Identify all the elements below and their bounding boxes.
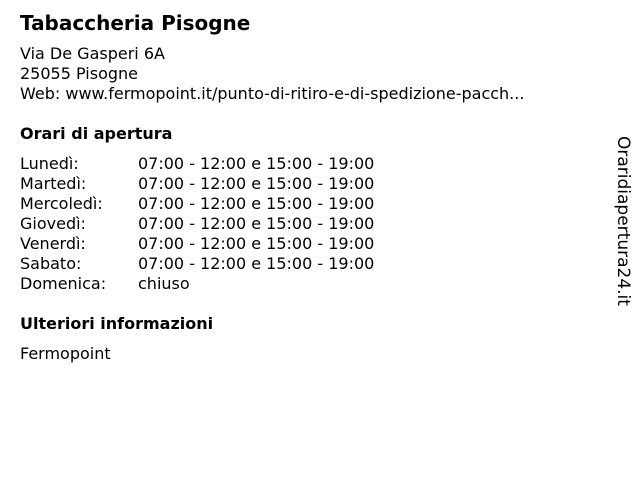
site-watermark: Oraridiapertura24.it (613, 136, 633, 306)
time-value: chiuso (138, 274, 190, 293)
street-address: Via De Gasperi 6A (20, 44, 165, 63)
time-value: 07:00 - 12:00 e 15:00 - 19:00 (138, 154, 375, 173)
day-label: Venerdì: (20, 234, 86, 253)
day-label: Giovedì: (20, 214, 86, 233)
day-label: Mercoledì: (20, 194, 103, 213)
city-postal-code: 25055 Pisogne (20, 64, 138, 83)
business-name: Tabaccheria Pisogne (20, 11, 251, 35)
day-label: Sabato: (20, 254, 82, 273)
time-value: 07:00 - 12:00 e 15:00 - 19:00 (138, 234, 375, 253)
day-label: Martedì: (20, 174, 87, 193)
time-value: 07:00 - 12:00 e 15:00 - 19:00 (138, 174, 375, 193)
day-label: Domenica: (20, 274, 107, 293)
time-value: 07:00 - 12:00 e 15:00 - 19:00 (138, 254, 375, 273)
address-block (20, 44, 524, 104)
time-value: 07:00 - 12:00 e 15:00 - 19:00 (138, 214, 375, 233)
further-info-heading: Ulteriori informazioni (20, 314, 214, 333)
opening-hours-heading: Orari di apertura (20, 124, 173, 143)
website-link[interactable]: Web: www.fermopoint.it/punto-di-ritiro-e-di-spedizione-pacch... (20, 84, 525, 103)
day-label: Lunedì: (20, 154, 79, 173)
further-info-text: Fermopoint (20, 344, 111, 363)
time-value: 07:00 - 12:00 e 15:00 - 19:00 (138, 194, 375, 213)
